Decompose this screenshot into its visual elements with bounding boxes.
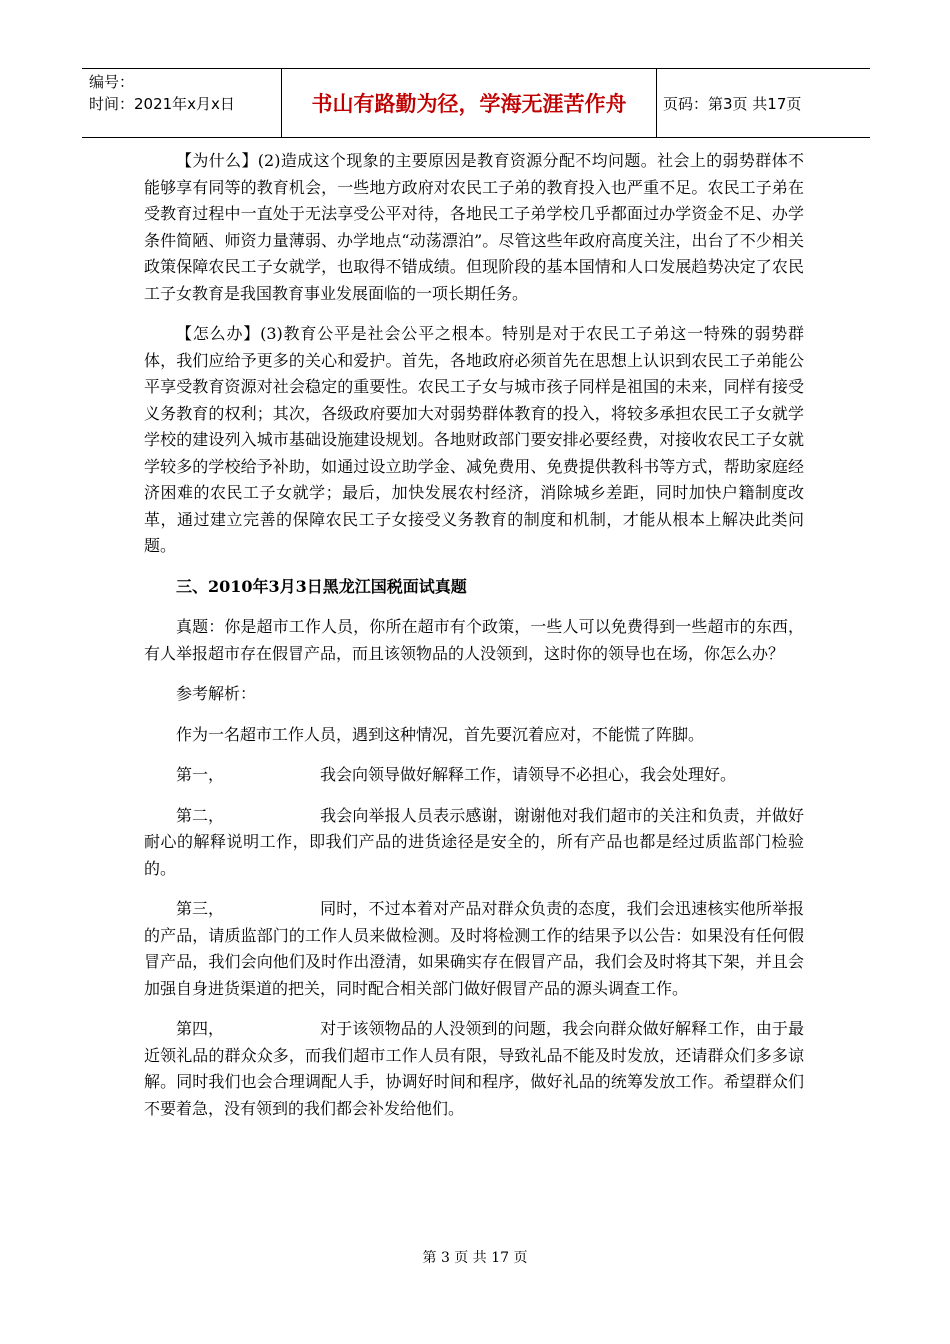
question-paragraph: 真题：你是超市工作人员，你所在超市有个政策，一些人可以免费得到一些超市的东西，有人举报超市存在假冒产品，而且该领物品的人没领到，这时你的领导也在场，你怎么办？ [144,617,804,663]
header-meta [82,69,282,137]
point-text: 对于该领物品的人没领到的问题，我会向群众做好解释工作，由于最近领礼品的群众众多，而我们超市工作人员有限，导致礼品不能及时发放，还请群众们多多谅解。同时我们也会合理调配人手，协调好时间和程序，做好礼品的统筹发放工作。希望群众们不要着急，没有领到的我们都会补发给他们。 [144,1019,804,1118]
number-label: 编号： [89,73,135,91]
point-text: 我会向举报人员表示感谢，谢谢他对我们超市的关注和负责，并做好耐心的解释说明工作，即我们产品的进货途径是安全的，所有产品也都是经过质监部门检验的。 [144,805,804,878]
intro-paragraph: 作为一名超市工作人员，遇到这种情况，首先要沉着应对，不能慌了阵脚。 [176,724,705,744]
document-body [144,148,804,1136]
point-text: 同时，不过本着对产品对群众负责的态度，我们会迅速核实他所举报的产品，请质监部门的工作人员来做检测。及时将检测工作的结果予以公告：如果没有任何假冒产品，我们会向他们及时作出澄清，如果确实存在假冒产品，我们会及时将其下架，并且会加强自身进货渠道的把关，同时配合相关部门做好假冒产品的源头调查工作。 [144,899,804,998]
point-2 [144,803,804,883]
point-label: 第二， [176,805,225,825]
page-footer: 第 3 页 共 17 页 [422,1250,528,1266]
point-text: 我会向领导做好解释工作，请领导不必担心，我会处理好。 [320,765,737,784]
point-3 [144,896,804,1002]
document-header [82,68,870,138]
header-motto: 书山有路勤为径，学海无涯苦作舟 [282,69,657,137]
point-label: 第四， [176,1019,225,1038]
point-label: 第三， [176,899,225,918]
paragraph-why: 【为什么】(2)造成这个现象的主要原因是教育资源分配不均问题。社会上的弱势群体不能够享有同等的教育机会，一些地方政府对农民工子弟的教育投入也严重不足。农民工子弟在受教育过程中一直处于无法享受公平对待，各地民工子弟学校几乎都面过办学资金不足、办学条件简陋、师资力量薄弱、办学地点“动荡漂泊”。尽管这些年政府高度关注，出台了不少相关政策保障农民工子女就学，也取得不错成绩。但现阶段的基本国情和人口发展趋势决定了农民工子女教育是我国教育事业发展面临的一项长期任务。 [144,151,804,303]
analysis-label: 参考解析： [176,684,257,703]
point-label: 第一， [176,765,225,784]
header-page-number: 页码：第3页 共17页 [663,94,802,113]
time-label: 时间：2021年x月x日 [89,95,235,113]
point-1 [144,762,804,789]
paragraph-how: 【怎么办】(3)教育公平是社会公平之根本。特别是对于农民工子弟这一特殊的弱势群体，我们应给予更多的关心和爱护。首先，各地政府必须首先在思想上认识到农民工子弟能公平享受教育资源对社会稳定的重要性。农民工子女与城市孩子同样是祖国的未来，同样有接受义务教育的权利；其次，各级政府要加大对弱势群体教育的投入，将较多承担农民工子女就学学校的建设列入城市基础设施建设规划。各地财政部门要安排必要经费，对接收农民工子女就学较多的学校给予补助，如通过设立助学金、减免费用、免费提供教科书等方式，帮助家庭经济困难的农民工子女就学；最后，加快发展农村经济，消除城乡差距，同时加快户籍制度改革，通过建立完善的保障农民工子女接受义务教育的制度和机制，才能从根本上解决此类问题。 [144,324,804,555]
point-4 [144,1016,804,1122]
section-title: 三、2010年3月3日黑龙江国税面试真题 [176,576,467,596]
